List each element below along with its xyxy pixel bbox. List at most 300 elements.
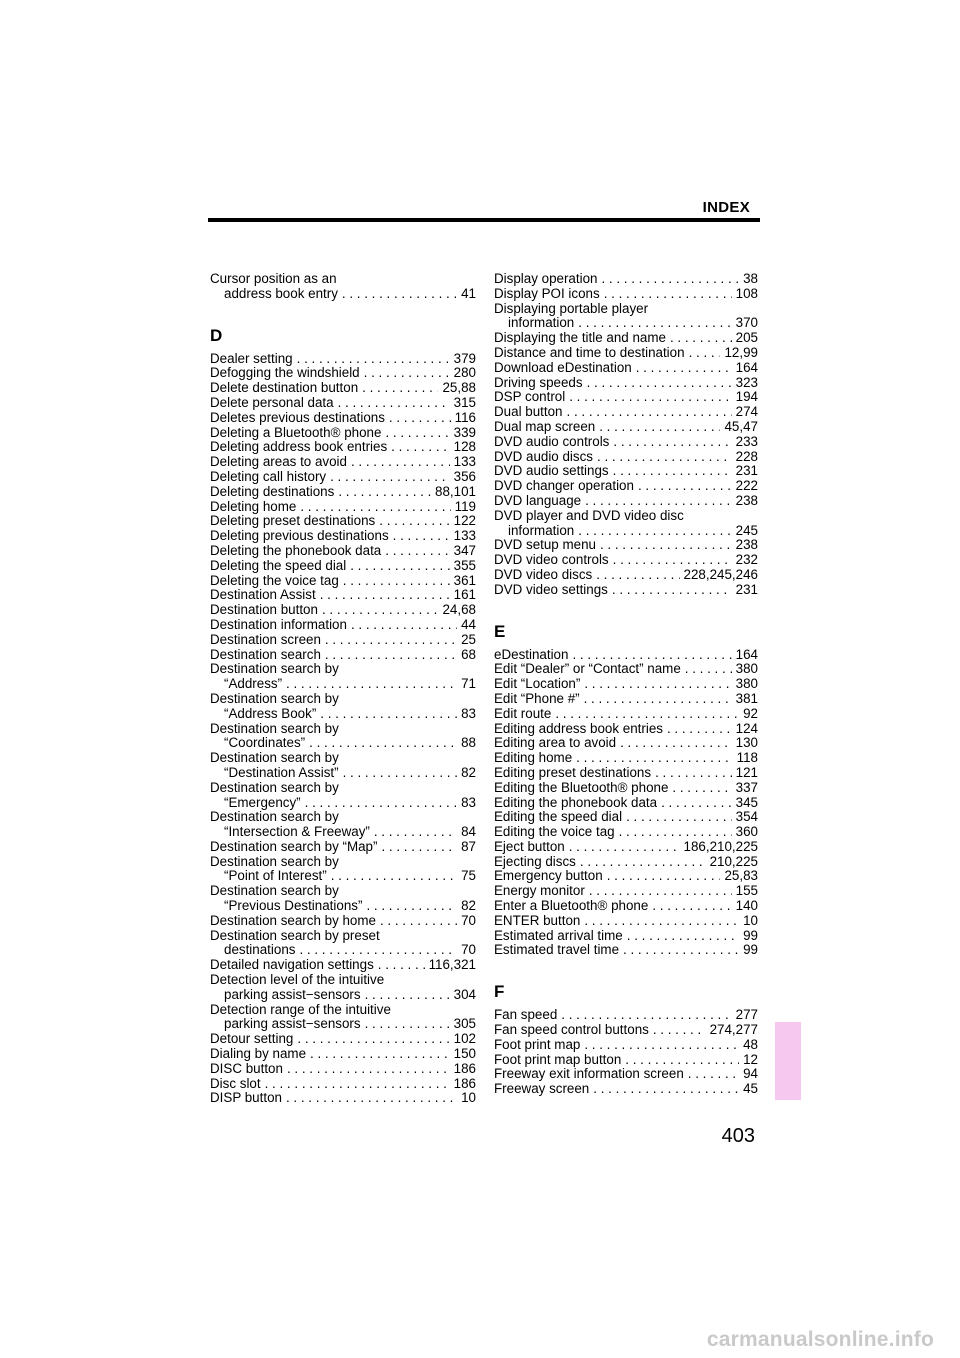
index-entry <box>210 440 476 455</box>
index-entry-label: “Intersection & Freeway” <box>224 824 370 840</box>
index-entry-pages: 122 <box>453 513 476 529</box>
index-entry-pages: 82 <box>461 898 476 914</box>
dot-leader <box>555 707 739 722</box>
index-entry-pages: 45,47 <box>724 418 758 434</box>
index-entry <box>210 588 476 603</box>
dot-leader <box>587 376 732 391</box>
index-entry-pages: 128 <box>453 439 476 455</box>
index-entry-label: Editing the voice tag <box>494 824 615 840</box>
index-entry-pages: 133 <box>453 528 476 544</box>
dot-leader <box>601 272 739 287</box>
index-entry-label: DVD language <box>494 492 582 508</box>
dot-leader <box>619 825 732 840</box>
index-entry-pages: 355 <box>453 557 476 573</box>
dot-leader <box>604 287 732 302</box>
dot-leader <box>572 648 731 663</box>
index-entry-pages: 186 <box>453 1075 476 1091</box>
index-entry <box>494 707 758 722</box>
dot-leader <box>580 855 706 870</box>
index-entry-pages: 10 <box>461 1090 476 1106</box>
dot-leader <box>612 583 732 598</box>
dot-leader <box>589 884 732 899</box>
dot-leader <box>362 381 438 396</box>
index-entry-label: DVD video discs <box>494 566 593 582</box>
index-entry <box>494 1067 758 1082</box>
index-entry-label: information <box>508 522 575 538</box>
dot-leader <box>599 420 720 435</box>
index-entry <box>210 455 476 470</box>
index-entry-label: Edit “Phone #” <box>494 690 580 706</box>
index-entry-label: Detour setting <box>210 1031 294 1047</box>
index-entry-label: Detection level of the intuitive <box>210 972 385 988</box>
index-entry-pages: 356 <box>453 468 476 484</box>
dot-leader <box>385 544 449 559</box>
dot-leader <box>338 396 450 411</box>
dot-leader <box>596 568 679 583</box>
index-entry-label: parking assist−sensors <box>224 1016 361 1032</box>
index-entry <box>494 568 758 583</box>
index-entry-pages: 150 <box>453 1046 476 1062</box>
index-entry-pages: 84 <box>461 824 476 840</box>
dot-leader <box>567 405 732 420</box>
dot-leader <box>626 810 732 825</box>
index-entry-label: “Address Book” <box>224 705 317 721</box>
index-entry <box>210 411 476 426</box>
index-entry-label: Editing area to avoid <box>494 735 617 751</box>
index-entry-label: DISC button <box>210 1060 283 1076</box>
index-entry <box>494 855 758 870</box>
index-entry-pages: 238 <box>735 492 758 508</box>
index-entry <box>210 633 476 648</box>
dot-leader <box>578 524 731 539</box>
index-entry <box>210 929 476 959</box>
index-entry-pages: 164 <box>735 646 758 662</box>
dot-leader <box>689 346 721 361</box>
index-entry-pages: 315 <box>453 394 476 410</box>
index-entry <box>210 603 476 618</box>
index-entry-pages: 38 <box>743 271 758 286</box>
index-entry <box>494 331 758 346</box>
index-entry-label: Displaying portable player <box>494 300 649 316</box>
index-entry <box>494 450 758 465</box>
index-entry-label: Edit “Dealer” or “Contact” name <box>494 661 681 677</box>
page-header-title: INDEX <box>702 199 750 216</box>
index-entry-pages: 119 <box>454 498 476 514</box>
index-entry <box>210 366 476 381</box>
index-entry <box>494 840 758 855</box>
dot-leader <box>299 943 457 958</box>
dot-leader <box>584 692 732 707</box>
index-entry-label: DVD audio controls <box>494 433 610 449</box>
index-entry-pages: 88 <box>461 735 476 751</box>
dot-leader <box>297 1032 449 1047</box>
index-entry-pages: 108 <box>735 285 758 301</box>
index-entry <box>494 781 758 796</box>
index-entry-label: Deleting destinations <box>210 483 335 499</box>
index-entry-label: Destination Assist <box>210 587 316 603</box>
dot-leader <box>374 825 457 840</box>
dot-leader <box>661 796 732 811</box>
dot-leader <box>320 588 450 603</box>
index-entry <box>210 648 476 663</box>
index-entry-pages: 88,101 <box>435 483 476 499</box>
dot-leader <box>331 869 457 884</box>
index-entry-label: Deleting the speed dial <box>210 557 347 573</box>
dot-leader <box>265 1077 450 1092</box>
watermark: carmanualsonline.info <box>706 1328 934 1351</box>
index-entry-pages: 121 <box>735 764 758 780</box>
index-entry-pages: 71 <box>461 676 476 692</box>
index-entry <box>494 1023 758 1038</box>
index-entry-label: Dual map screen <box>494 418 596 434</box>
index-entry-pages: 70 <box>461 912 476 928</box>
dot-leader <box>620 736 732 751</box>
dot-leader <box>325 648 457 663</box>
index-entry-label: destinations <box>224 942 296 958</box>
index-entry-label: Destination search by <box>210 720 339 736</box>
index-entry <box>494 796 758 811</box>
index-entry-label: “Destination Assist” <box>224 764 339 780</box>
index-entry-pages: 118 <box>736 750 758 766</box>
index-entry <box>494 648 758 663</box>
index-entry <box>210 1062 476 1077</box>
dot-leader <box>309 736 457 751</box>
index-entry <box>494 479 758 494</box>
dot-leader <box>613 464 732 479</box>
index-entry-pages: 140 <box>735 898 758 914</box>
index-entry-label: Deleting address book entries <box>210 439 388 455</box>
index-entry-label: Estimated travel time <box>494 942 620 958</box>
index-entry <box>494 899 758 914</box>
index-entry <box>210 381 476 396</box>
index-entry-label: Destination search by <box>210 809 339 825</box>
index-entry-label: “Previous Destinations” <box>224 898 363 914</box>
index-entry <box>494 722 758 737</box>
index-entry-label: Destination search <box>210 646 321 662</box>
index-entry-pages: 345 <box>735 794 758 810</box>
index-entry-pages: 25,83 <box>724 868 758 884</box>
index-entry-pages: 231 <box>735 581 758 597</box>
index-entry <box>210 884 476 914</box>
dot-leader <box>578 316 731 331</box>
index-entry-pages: 354 <box>735 809 758 825</box>
index-entry-label: Deleting a Bluetooth® phone <box>210 424 382 440</box>
index-entry <box>494 943 758 958</box>
index-entry-label: parking assist−sensors <box>224 986 361 1002</box>
index-entry-label: Editing the phonebook data <box>494 794 658 810</box>
index-entry-label: Cursor position as an <box>210 271 337 286</box>
index-entry-pages: 347 <box>453 542 476 558</box>
dot-leader <box>297 352 450 367</box>
dot-leader <box>338 485 431 500</box>
index-entry-pages: 83 <box>461 794 476 810</box>
index-entry <box>210 1003 476 1033</box>
index-entry-label: “Coordinates” <box>224 735 306 751</box>
index-entry-pages: 205 <box>735 330 758 346</box>
dot-leader <box>325 633 457 648</box>
index-entry <box>494 677 758 692</box>
index-entry <box>494 884 758 899</box>
index-entry-label: Destination search by <box>210 883 339 899</box>
index-letter-heading: F <box>494 982 505 1002</box>
index-entry-label: DVD video controls <box>494 552 609 568</box>
dot-leader <box>653 1023 706 1038</box>
index-entry-label: Editing the speed dial <box>494 809 623 825</box>
index-entry <box>210 810 476 840</box>
index-entry-label: Destination search by <box>210 853 339 869</box>
index-entry-label: Deleting the voice tag <box>210 572 339 588</box>
index-entry-pages: 245 <box>735 522 758 538</box>
index-entry <box>494 538 758 553</box>
dot-leader <box>389 411 451 426</box>
index-entry <box>494 825 758 840</box>
index-entry-label: address book entry <box>224 285 338 301</box>
index-entry <box>494 346 758 361</box>
index-entry-label: Detailed navigation settings <box>210 957 374 973</box>
dot-leader <box>305 796 457 811</box>
dot-leader <box>569 840 680 855</box>
index-entry-label: Delete personal data <box>210 394 334 410</box>
index-entry-pages: 155 <box>735 883 758 899</box>
index-entry-label: Detection range of the intuitive <box>210 1001 391 1017</box>
dot-leader <box>365 1017 450 1032</box>
index-entry <box>210 500 476 515</box>
index-letter-heading: E <box>494 621 506 641</box>
index-entry-label: ENTER button <box>494 912 581 928</box>
index-entry <box>210 559 476 574</box>
index-entry-label: Distance and time to destination <box>494 344 685 360</box>
index-entry-label: Delete destination button <box>210 380 359 396</box>
index-entry-pages: 228,245,246 <box>683 566 758 582</box>
section-tab-marker <box>775 1022 801 1100</box>
index-entry-pages: 228 <box>735 448 758 464</box>
dot-leader <box>613 553 732 568</box>
index-entry-pages: 25,88 <box>442 380 476 396</box>
index-entry-label: Freeway exit information screen <box>494 1066 684 1082</box>
index-entry-pages: 94 <box>743 1066 758 1082</box>
index-entry <box>494 494 758 509</box>
index-entry <box>210 1032 476 1047</box>
dot-leader <box>378 958 425 973</box>
dot-leader <box>584 1038 739 1053</box>
index-entry-pages: 233 <box>735 433 758 449</box>
index-entry-label: Destination search by <box>210 690 339 706</box>
index-entry-pages: 102 <box>453 1031 476 1047</box>
dot-leader <box>343 766 457 781</box>
index-entry-label: Destination information <box>210 616 347 632</box>
index-entry-label: Destination search by preset <box>210 927 380 943</box>
index-entry-pages: 133 <box>453 454 476 470</box>
index-entry <box>210 692 476 722</box>
index-entry <box>494 405 758 420</box>
index-entry <box>210 352 476 367</box>
dot-leader <box>391 440 449 455</box>
index-entry <box>494 662 758 677</box>
dot-leader <box>330 470 450 485</box>
dot-leader <box>625 1053 739 1068</box>
index-entry <box>494 272 758 287</box>
dot-leader <box>287 1062 450 1077</box>
index-entry-pages: 75 <box>461 868 476 884</box>
index-entry-label: Editing preset destinations <box>494 764 652 780</box>
index-entry-pages: 380 <box>735 676 758 692</box>
dot-leader <box>685 662 732 677</box>
index-entry-pages: 25 <box>461 631 476 647</box>
index-entry-pages: 381 <box>735 690 758 706</box>
index-entry-pages: 116 <box>454 409 476 425</box>
dot-leader <box>343 574 450 589</box>
index-entry-pages: 99 <box>743 927 758 943</box>
index-entry <box>210 396 476 411</box>
index-entry <box>210 485 476 500</box>
index-entry-label: Dealer setting <box>210 350 293 366</box>
index-entry <box>494 361 758 376</box>
index-entry-label: “Point of Interest” <box>224 868 327 884</box>
dot-leader <box>593 1082 739 1097</box>
index-entry-label: Destination search by home <box>210 912 376 928</box>
dot-leader <box>380 914 457 929</box>
index-entry-label: DVD video settings <box>494 581 608 597</box>
index-entry-pages: 379 <box>453 350 476 366</box>
index-entry <box>494 1038 758 1053</box>
index-letter-heading: D <box>210 325 223 345</box>
index-entry-pages: 92 <box>743 705 758 721</box>
index-entry-pages: 130 <box>735 735 758 751</box>
index-entry <box>210 1047 476 1062</box>
index-entry-pages: 323 <box>735 374 758 390</box>
index-entry-label: Dual button <box>494 404 563 420</box>
dot-leader <box>393 529 450 544</box>
index-entry <box>494 420 758 435</box>
dot-leader <box>364 366 450 381</box>
index-entry-pages: 304 <box>453 986 476 1002</box>
index-entry-label: eDestination <box>494 646 569 662</box>
index-entry-label: Dialing by name <box>210 1046 307 1062</box>
index-entry <box>494 302 758 332</box>
index-entry-pages: 41 <box>461 285 476 301</box>
dot-leader <box>385 426 449 441</box>
index-entry-pages: 99 <box>743 942 758 958</box>
dot-leader <box>350 559 449 574</box>
index-entry-label: DVD setup menu <box>494 537 596 553</box>
dot-leader <box>286 1091 457 1106</box>
index-entry-label: “Address” <box>224 676 283 692</box>
dot-leader <box>585 494 732 509</box>
index-entry <box>210 544 476 559</box>
index-entry-pages: 24,68 <box>442 602 476 618</box>
dot-leader <box>366 899 457 914</box>
index-entry-label: Deleting home <box>210 498 297 514</box>
index-entry-label: DVD audio discs <box>494 448 593 464</box>
dot-leader <box>600 538 732 553</box>
index-entry <box>210 618 476 633</box>
index-entry-pages: 274,277 <box>709 1022 758 1038</box>
index-entry <box>494 869 758 884</box>
index-entry-pages: 194 <box>735 389 758 405</box>
index-entry-pages: 232 <box>735 552 758 568</box>
index-entry <box>210 722 476 752</box>
index-entry-pages: 82 <box>461 764 476 780</box>
index-entry-pages: 238 <box>735 537 758 553</box>
index-entry-label: Estimated arrival time <box>494 927 623 943</box>
index-entry-label: Edit route <box>494 705 552 721</box>
index-entry-label: Destination search by <box>210 750 339 766</box>
index-entry-label: DSP control <box>494 389 566 405</box>
dot-leader <box>584 677 731 692</box>
index-entry <box>210 840 476 855</box>
index-entry-label: Destination search by <box>210 779 339 795</box>
index-entry <box>210 973 476 1003</box>
index-entry <box>210 914 476 929</box>
index-entry-pages: 87 <box>461 838 476 854</box>
index-entry-label: Editing address book entries <box>494 720 663 736</box>
dot-leader <box>597 450 732 465</box>
index-entry-label: Energy monitor <box>494 883 585 899</box>
index-entry-label: Displaying the title and name <box>494 330 666 346</box>
index-entry <box>494 810 758 825</box>
index-entry <box>494 751 758 766</box>
index-entry-pages: 12 <box>743 1051 758 1067</box>
index-entry-label: Disc slot <box>210 1075 261 1091</box>
header-rule <box>208 218 760 222</box>
index-entry-label: Destination search by “Map” <box>210 838 378 854</box>
index-entry <box>494 766 758 781</box>
index-entry-pages: 361 <box>453 572 476 588</box>
index-entry-label: Display POI icons <box>494 285 600 301</box>
index-entry-pages: 222 <box>735 478 758 494</box>
index-entry-label: Defogging the windshield <box>210 365 360 381</box>
dot-leader <box>655 766 732 781</box>
index-entry <box>494 435 758 450</box>
index-entry-pages: 337 <box>735 779 758 795</box>
index-entry <box>210 662 476 692</box>
index-entry <box>494 464 758 479</box>
index-entry <box>210 1091 476 1106</box>
page-number: 403 <box>721 1125 755 1147</box>
index-entry-label: Editing home <box>494 750 573 766</box>
index-entry-label: DVD player and DVD video disc <box>494 507 684 523</box>
index-entry-pages: 10 <box>743 912 758 928</box>
index-entry-label: Foot print map button <box>494 1051 622 1067</box>
index-entry-label: Fan speed <box>494 1007 558 1023</box>
index-entry-label: DVD changer operation <box>494 478 634 494</box>
index-entry <box>494 553 758 568</box>
index-entry-pages: 124 <box>735 720 758 736</box>
index-entry-label: information <box>508 315 575 331</box>
dot-leader <box>613 435 731 450</box>
index-entry-pages: 277 <box>735 1007 758 1023</box>
index-entry-label: Edit “Location” <box>494 676 581 692</box>
index-entry-pages: 210,225 <box>709 853 758 869</box>
dot-leader <box>584 914 739 929</box>
dot-leader <box>569 390 731 405</box>
dot-leader <box>667 722 732 737</box>
index-entry-pages: 339 <box>453 424 476 440</box>
index-entry-label: “Emergency” <box>224 794 301 810</box>
index-entry-pages: 68 <box>461 646 476 662</box>
index-entry-label: Eject button <box>494 838 565 854</box>
index-entry <box>494 287 758 302</box>
index-entry-pages: 231 <box>735 463 758 479</box>
index-entry <box>210 751 476 781</box>
index-entry <box>494 509 758 539</box>
dot-leader <box>672 781 731 796</box>
index-entry <box>210 1077 476 1092</box>
index-entry-pages: 45 <box>743 1081 758 1097</box>
index-entry-pages: 161 <box>453 587 476 603</box>
index-entry-label: DVD audio settings <box>494 463 609 479</box>
index-entry-label: Destination button <box>210 602 318 618</box>
